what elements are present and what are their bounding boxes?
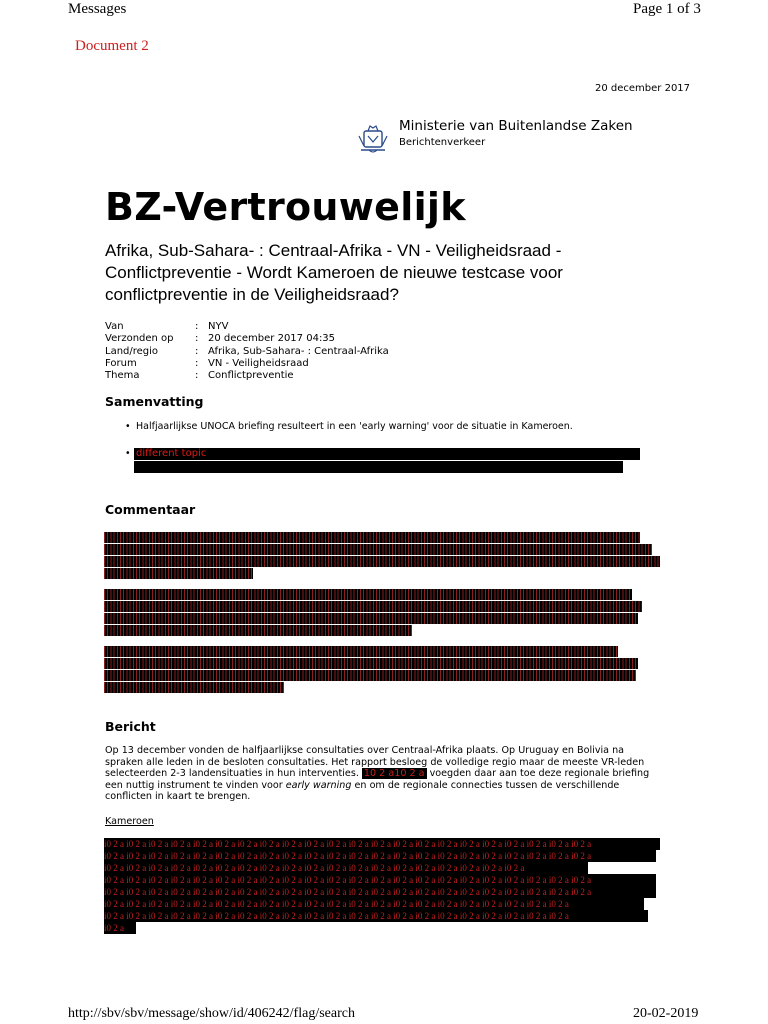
redaction-block: i0 2 a i0 2 a i0 2 a i0 2 a i0 2 a i0 2 a i0 2 a i0 2 a i0 2 a i0 2 a i0 2 a i0 2 a i0 2 a i0 2 a i0 2 a i0 2 a i0 2 a i0 2 a i0 2 a i0 2 a i0 2 a i0 2 a — [104, 886, 656, 898]
redaction-block: i0 2 a i0 2 a i0 2 a i0 2 a i0 2 a i0 2 a i0 2 a i0 2 a i0 2 a i0 2 a i0 2 a i0 2 a i0 2 a i0 2 a i0 2 a i0 2 a i0 2 a i0 2 a i0 2 a i0 2 a i0 2 a — [104, 910, 648, 922]
meta-separator: : — [195, 345, 199, 357]
redaction-block: i0 2 a i0 2 a i0 2 a i0 2 a i0 2 a i0 2 a i0 2 a i0 2 a i0 2 a i0 2 a i0 2 a i0 2 a i0 2 a i0 2 a i0 2 a i0 2 a i0 2 a i0 2 a i0 2 a i0 2 a i0 2 a i0 2 a — [104, 850, 656, 862]
redaction-block — [134, 448, 640, 460]
meta-value: NYV — [208, 321, 229, 332]
meta-row-land — [105, 346, 505, 358]
bericht-text: en om de regionale connecties tussen de verschillende conflicten in kaart te brengen. — [105, 779, 620, 803]
print-header-title: Messages — [68, 1, 127, 17]
meta-label: Land/regio — [105, 345, 159, 357]
redaction-block — [104, 682, 284, 693]
print-header-page: Page 1 of 3 — [633, 1, 701, 17]
redaction-block: i0 2 a i0 2 a i0 2 a i0 2 a i0 2 a i0 2 a i0 2 a i0 2 a i0 2 a i0 2 a i0 2 a i0 2 a i0 2 a i0 2 a i0 2 a i0 2 a i0 2 a i0 2 a i0 2 a i0 2 a i0 2 a — [104, 898, 644, 910]
meta-row-verzonden — [105, 333, 505, 345]
redaction-block — [104, 589, 632, 600]
meta-value: Conflictpreventie — [208, 370, 294, 382]
meta-value: Afrika, Sub-Sahara- : Centraal-Afrika — [208, 345, 389, 357]
redaction-block — [104, 532, 640, 543]
bullet-icon: • — [125, 421, 131, 432]
commentaar-heading: Commentaar — [105, 502, 196, 517]
redaction-block — [104, 601, 642, 612]
message-subject: Afrika, Sub-Sahara- : Centraal-Afrika - VN - Veiligheidsraad - Conflictpreventie - Wordt Kameroen de nieuwe testcase voor conflictpreventie in de Veiligheidsraad? — [105, 241, 563, 304]
redaction-block — [104, 544, 652, 555]
bericht-heading: Bericht — [105, 719, 156, 734]
message-metadata — [105, 321, 505, 382]
redaction-block: i0 2 a i0 2 a i0 2 a i0 2 a i0 2 a i0 2 a i0 2 a i0 2 a i0 2 a i0 2 a i0 2 a i0 2 a i0 2 a i0 2 a i0 2 a i0 2 a i0 2 a i0 2 a i0 2 a i0 2 a i0 2 a i0 2 a — [104, 874, 656, 886]
meta-separator: : — [195, 321, 199, 332]
bericht-emphasis: early warning — [285, 779, 352, 791]
redaction-block — [104, 670, 636, 681]
redaction-block — [104, 613, 638, 624]
meta-separator: : — [195, 333, 199, 345]
summary-bullet-2-marker: • — [125, 448, 131, 459]
redaction-inline: 10 2 a10 2 a — [363, 768, 425, 780]
redaction-block: i0 2 a — [104, 922, 136, 934]
kameroen-subheading: Kameroen — [105, 816, 154, 827]
redaction-block — [104, 568, 253, 579]
meta-label: Thema — [105, 370, 140, 382]
meta-label: Verzonden op — [105, 333, 174, 345]
bericht-text: voegden daar aan toe deze regionale briefing een nuttig instrument te vinden voor — [105, 768, 650, 791]
meta-row-thema — [105, 370, 505, 382]
meta-value: 20 december 2017 04:35 — [208, 333, 336, 345]
redaction-block — [134, 461, 623, 473]
redaction-label: different topic — [136, 448, 207, 459]
meta-label: Van — [105, 321, 124, 332]
ministry-crest-icon — [356, 122, 390, 156]
print-footer-url: http://sbv/sbv/message/show/id/406242/flag/search — [68, 1006, 355, 1021]
redaction-block — [104, 658, 638, 669]
bericht-paragraph — [105, 745, 665, 803]
redaction-block — [104, 625, 412, 636]
meta-separator: : — [195, 357, 199, 369]
meta-value: VN - Veiligheidsraad — [208, 357, 309, 369]
redaction-block — [104, 646, 618, 657]
ministry-subtitle: Berichtenverkeer — [399, 137, 486, 148]
summary-bullet-text: Halfjaarlijkse UNOCA briefing resulteert in een 'early warning' voor de situatie in Kameroen. — [136, 421, 573, 432]
meta-row-forum — [105, 358, 505, 370]
meta-label: Forum — [105, 357, 137, 369]
redaction-block — [104, 556, 660, 567]
redaction-block: i0 2 a i0 2 a i0 2 a i0 2 a i0 2 a i0 2 a i0 2 a i0 2 a i0 2 a i0 2 a i0 2 a i0 2 a i0 2 a i0 2 a i0 2 a i0 2 a i0 2 a i0 2 a i0 2 a — [104, 862, 588, 874]
redaction-block: i0 2 a i0 2 a i0 2 a i0 2 a i0 2 a i0 2 a i0 2 a i0 2 a i0 2 a i0 2 a i0 2 a i0 2 a i0 2 a i0 2 a i0 2 a i0 2 a i0 2 a i0 2 a i0 2 a i0 2 a i0 2 a i0 2 a — [104, 838, 660, 850]
ministry-name: Ministerie van Buitenlandse Zaken — [399, 118, 633, 134]
bericht-text: Op 13 december vonden de halfjaarlijkse consultaties over Centraal-Afrika plaats. Op Uruguay en Bolivia na spraken alle leden in de besloten consultaties. Het rapport besloeg de volledige regio maar de meeste VR-leden selecteerden 2-3 landensituaties in hun interventies. — [105, 745, 645, 780]
meta-row-van — [105, 321, 505, 333]
print-footer-date: 20-02-2019 — [633, 1006, 699, 1021]
meta-separator: : — [195, 370, 199, 382]
samenvatting-heading: Samenvatting — [105, 394, 204, 409]
document-label: Document 2 — [75, 38, 149, 54]
classification-title: BZ-Vertrouwelijk — [105, 185, 466, 229]
document-date: 20 december 2017 — [595, 83, 691, 94]
